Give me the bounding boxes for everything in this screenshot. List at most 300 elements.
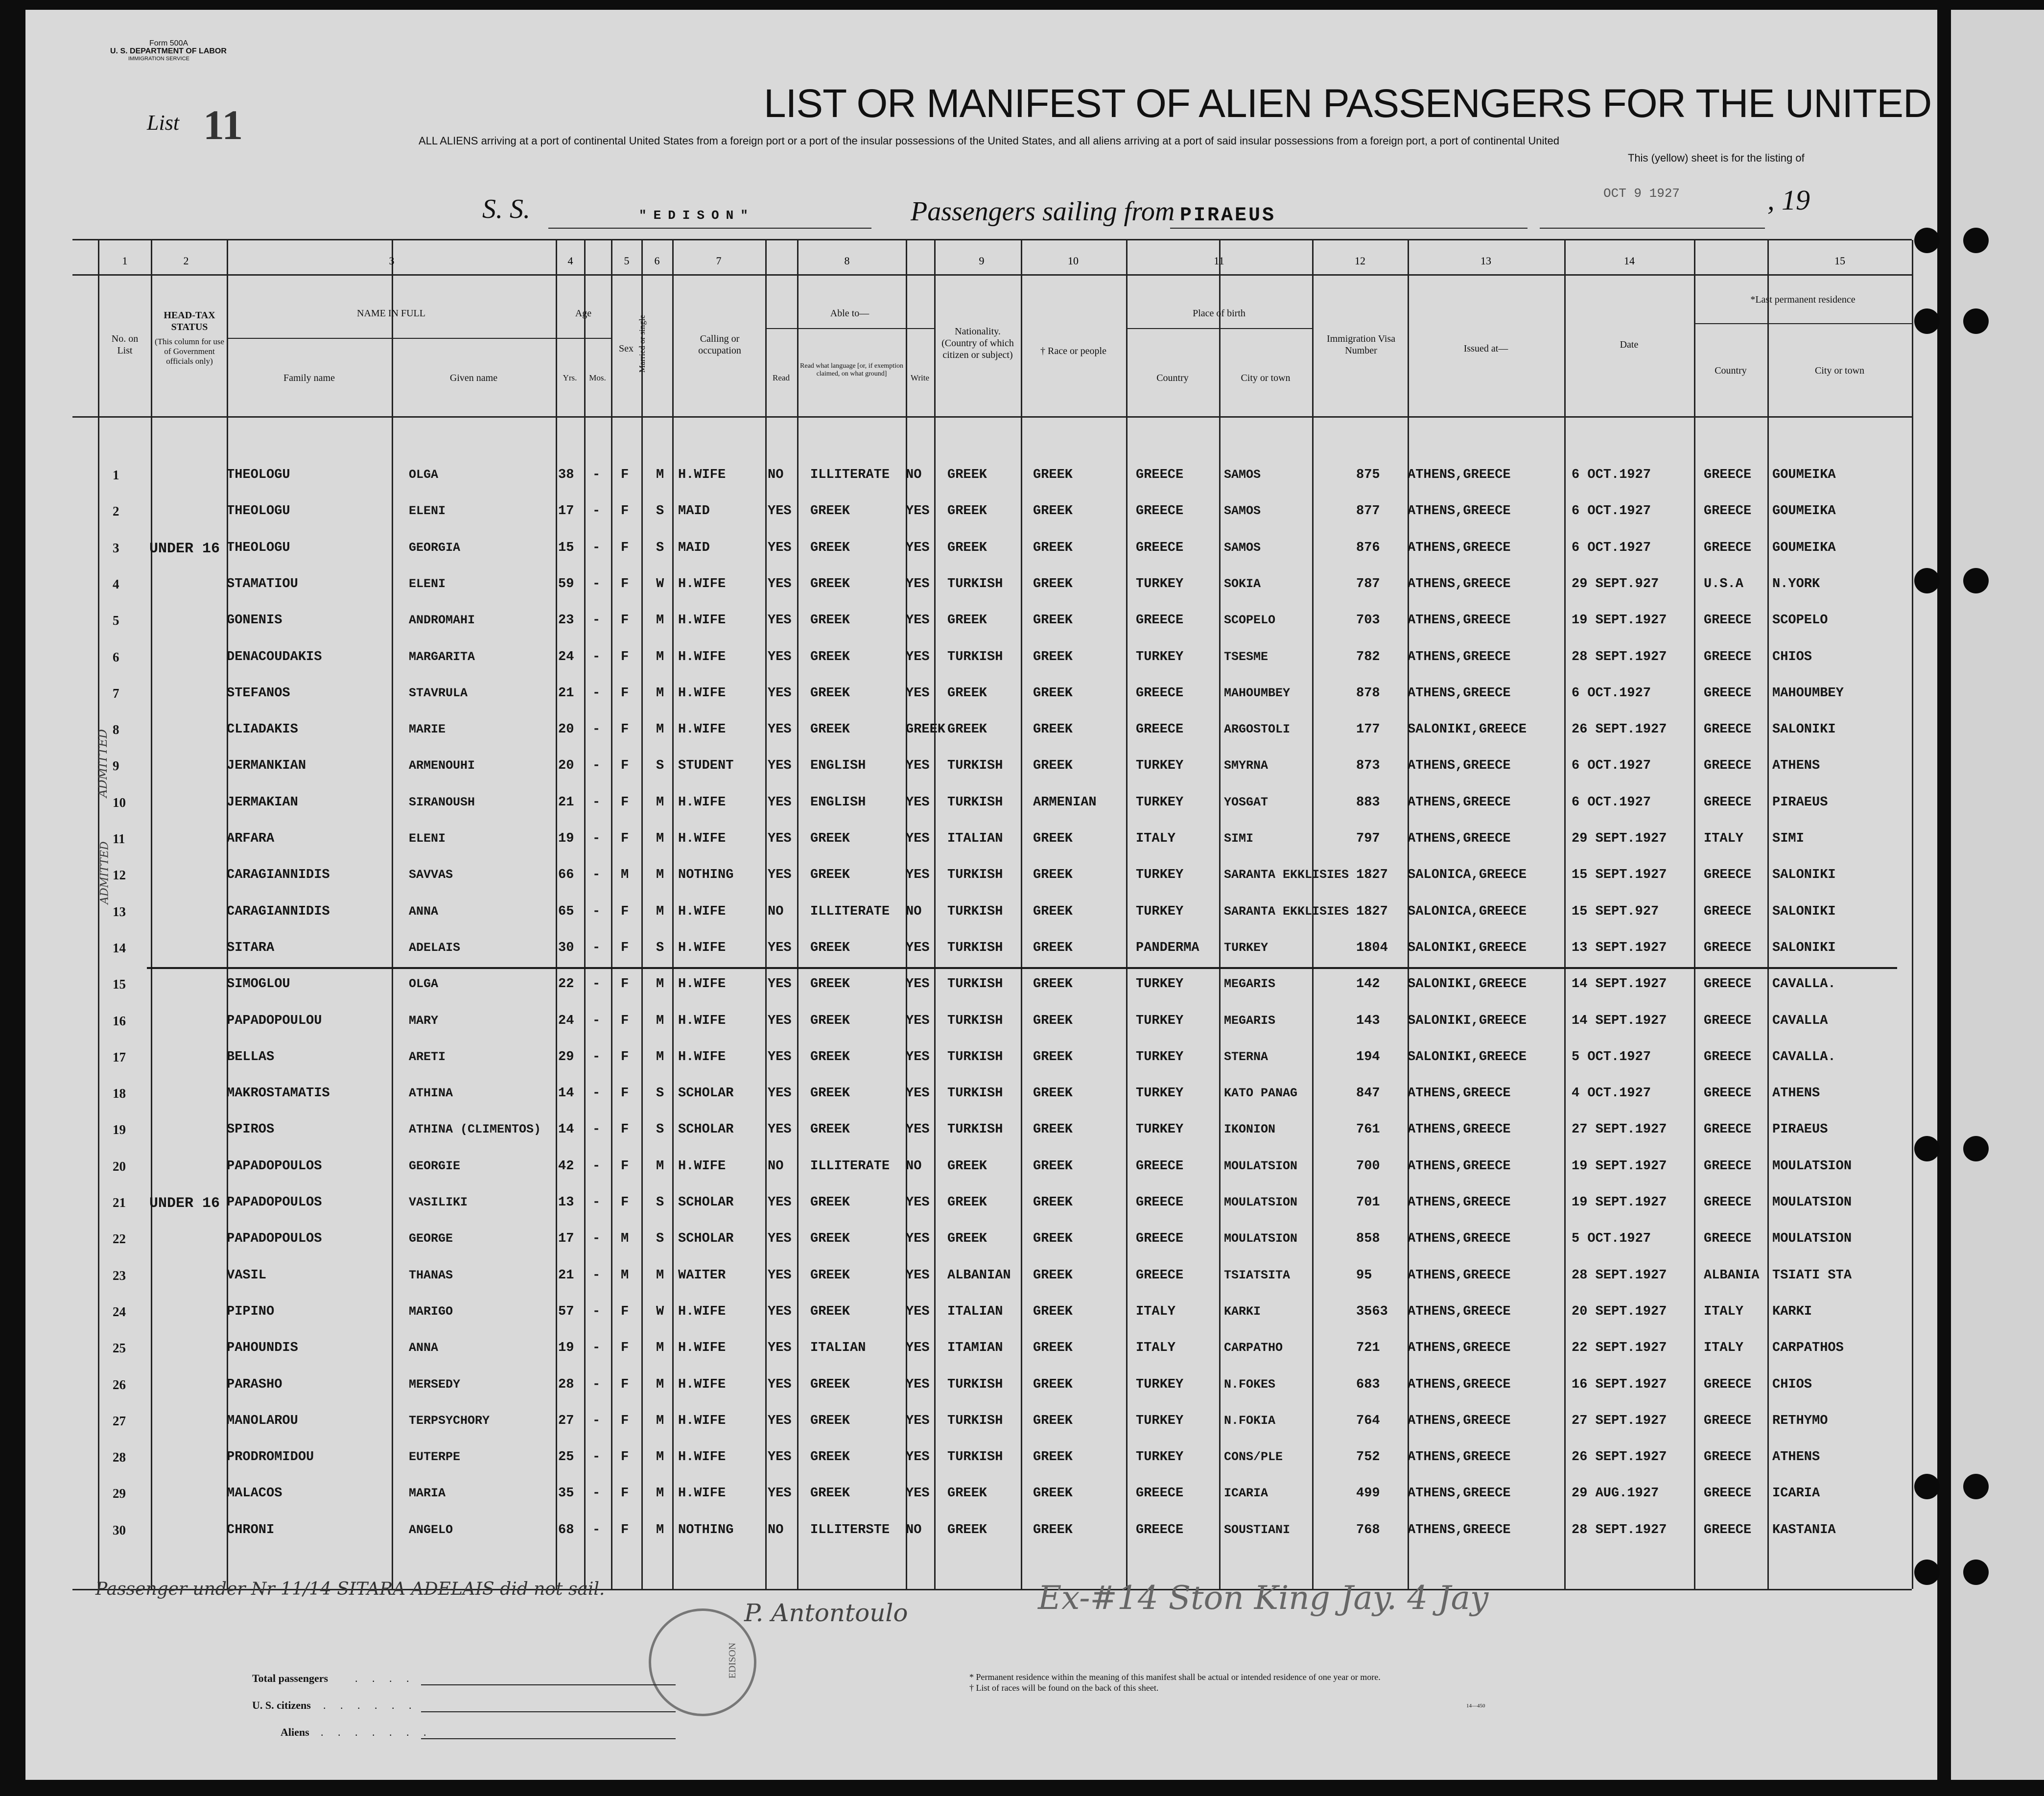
column-number: 6 xyxy=(654,255,660,267)
nationality: TURKISH xyxy=(947,1122,1003,1137)
occupation: H.WIFE xyxy=(678,1158,726,1174)
family-name: MAKROSTAMATIS xyxy=(227,1086,330,1101)
sex: F xyxy=(621,1195,629,1210)
col-rule xyxy=(584,240,586,1589)
read-language: GREEK xyxy=(810,649,850,664)
subheader-rule xyxy=(227,338,556,339)
header-no-on-list: No. on List xyxy=(111,333,139,356)
can-read: YES xyxy=(768,1341,792,1356)
nationality: GREEK xyxy=(947,722,987,737)
can-read: YES xyxy=(768,1486,792,1501)
read-language: GREEK xyxy=(810,1013,850,1028)
can-write: GREEK xyxy=(906,722,946,737)
birth-country: TURKEY xyxy=(1136,795,1184,810)
race: GREEK xyxy=(1033,1013,1073,1028)
age-months-dash: - xyxy=(592,576,601,591)
issue-date: 29 SEPT.927 xyxy=(1572,576,1659,591)
occupation: SCHOLAR xyxy=(678,1122,734,1137)
row-number: 14 xyxy=(113,940,126,955)
given-name: ANGELO xyxy=(409,1522,453,1537)
age-years: 30 xyxy=(558,940,574,955)
visa-number: 878 xyxy=(1356,685,1380,701)
header-birth-city: City or town xyxy=(1241,373,1291,383)
sex: F xyxy=(621,1086,629,1101)
visa-number: 876 xyxy=(1356,540,1380,555)
read-language: GREEK xyxy=(810,1049,850,1064)
visa-number: 194 xyxy=(1356,1049,1380,1064)
nationality: ITALIAN xyxy=(947,1304,1003,1319)
race: GREEK xyxy=(1033,1231,1073,1247)
family-name: SPIROS xyxy=(227,1122,275,1137)
us-citizens-label: U. S. citizens xyxy=(252,1699,311,1711)
birth-country: GREECE xyxy=(1136,540,1184,555)
binder-hole xyxy=(1914,308,1940,334)
age-months-dash: - xyxy=(592,1268,601,1283)
header-age: Age xyxy=(575,308,592,319)
marital-status: M xyxy=(656,613,664,628)
can-write: YES xyxy=(906,1486,930,1501)
row-number: 28 xyxy=(113,1450,126,1465)
residence-country: GREECE xyxy=(1704,1486,1752,1501)
visa-number: 858 xyxy=(1356,1231,1380,1247)
sex: F xyxy=(621,1413,629,1428)
birth-city: SARANTA EKKLISIES xyxy=(1224,904,1349,919)
occupation: H.WIFE xyxy=(678,649,726,664)
given-name: ATHINA (CLIMENTOS) xyxy=(409,1122,541,1137)
residence-city: MAHOUMBEY xyxy=(1772,685,1844,701)
age-years: 15 xyxy=(558,540,574,555)
race: GREEK xyxy=(1033,1195,1073,1210)
age-years: 28 xyxy=(558,1377,574,1392)
age-months-dash: - xyxy=(592,1086,601,1101)
row-number: 2 xyxy=(113,504,119,519)
occupation: H.WIFE xyxy=(678,1341,726,1356)
admitted-stamp: ADMITTED xyxy=(95,729,110,798)
read-language: GREEK xyxy=(810,1450,850,1465)
family-name: CHRONI xyxy=(227,1522,275,1537)
visa-number: 177 xyxy=(1356,722,1380,737)
residence-country: GREECE xyxy=(1704,1522,1752,1537)
race: ARMENIAN xyxy=(1033,795,1097,810)
read-language: GREEK xyxy=(810,831,850,846)
issued-at: ATHENS,GREECE xyxy=(1408,1268,1511,1283)
race: GREEK xyxy=(1033,576,1073,591)
family-name: MALACOS xyxy=(227,1486,282,1501)
issue-date: 27 SEPT.1927 xyxy=(1572,1122,1667,1137)
residence-city: SALONIKI xyxy=(1772,722,1836,737)
service-label: IMMIGRATION SERVICE xyxy=(128,56,189,62)
read-language: GREEK xyxy=(810,722,850,737)
nationality: ITALIAN xyxy=(947,831,1003,846)
issued-at: ATHENS,GREECE xyxy=(1408,1158,1511,1174)
age-years: 21 xyxy=(558,795,574,810)
marital-status: M xyxy=(656,722,664,737)
age-years: 59 xyxy=(558,576,574,591)
can-read: YES xyxy=(768,977,792,992)
issued-at: SALONICA,GREECE xyxy=(1408,868,1527,883)
residence-country: GREECE xyxy=(1704,1377,1752,1392)
aliens-dots: . . . . . . . xyxy=(321,1726,432,1738)
occupation: NOTHING xyxy=(678,868,734,883)
occupation: H.WIFE xyxy=(678,468,726,482)
age-years: 17 xyxy=(558,504,574,519)
family-name: SIMOGLOU xyxy=(227,977,290,992)
can-read: YES xyxy=(768,1413,792,1428)
read-language: ENGLISH xyxy=(810,795,866,810)
residence-country: GREECE xyxy=(1704,1158,1752,1174)
birth-country: GREECE xyxy=(1136,685,1184,701)
age-years: 19 xyxy=(558,1341,574,1356)
age-months-dash: - xyxy=(592,540,601,555)
nationality: TURKISH xyxy=(947,576,1003,591)
sex: F xyxy=(621,1486,629,1501)
admitted-stamp: ADMITTED xyxy=(98,841,111,904)
birth-city: TSIATSITA xyxy=(1224,1268,1291,1282)
sex: F xyxy=(621,576,629,591)
row-number: 3 xyxy=(113,540,119,555)
marital-status: M xyxy=(656,1268,664,1283)
nationality: GREEK xyxy=(947,1231,987,1247)
issued-at: SALONICA,GREECE xyxy=(1408,904,1527,919)
read-language: GREEK xyxy=(810,977,850,992)
residence-city: N.YORK xyxy=(1772,576,1820,591)
age-months-dash: - xyxy=(592,613,601,628)
occupation: SCHOLAR xyxy=(678,1195,734,1210)
race: GREEK xyxy=(1033,649,1073,664)
can-read: NO xyxy=(768,468,784,482)
occupation: H.WIFE xyxy=(678,904,726,919)
row-14-strike xyxy=(147,967,1897,969)
residence-city: ATHENS xyxy=(1772,1450,1820,1465)
can-read: YES xyxy=(768,1377,792,1392)
read-language: GREEK xyxy=(810,576,850,591)
given-name: ANDROMAHI xyxy=(409,613,475,628)
read-language: GREEK xyxy=(810,1413,850,1428)
can-read: YES xyxy=(768,613,792,628)
column-number: 13 xyxy=(1480,255,1491,267)
family-name: VASIL xyxy=(227,1268,267,1283)
issued-at: ATHENS,GREECE xyxy=(1408,831,1511,846)
visa-number: 1827 xyxy=(1356,868,1388,883)
birth-country: GREECE xyxy=(1136,468,1184,482)
age-months-dash: - xyxy=(592,722,601,737)
date-underline xyxy=(1540,228,1765,229)
race: GREEK xyxy=(1033,1341,1073,1356)
issue-date: 14 SEPT.1927 xyxy=(1572,977,1667,992)
sex: F xyxy=(621,1377,629,1392)
birth-country: ITALY xyxy=(1136,1341,1176,1356)
port-underline xyxy=(1170,228,1527,229)
issued-at: ATHENS,GREECE xyxy=(1408,468,1511,482)
residence-city: CHIOS xyxy=(1772,649,1812,664)
age-years: 21 xyxy=(558,685,574,701)
can-read: YES xyxy=(768,831,792,846)
occupation: H.WIFE xyxy=(678,1013,726,1028)
read-language: GREEK xyxy=(810,868,850,883)
issued-at: ATHENS,GREECE xyxy=(1408,1195,1511,1210)
given-name: ARMENOUHI xyxy=(409,758,475,773)
can-write: YES xyxy=(906,1377,930,1392)
residence-country: GREECE xyxy=(1704,722,1752,737)
issue-date: 13 SEPT.1927 xyxy=(1572,940,1667,955)
nationality: TURKISH xyxy=(947,1413,1003,1428)
can-read: YES xyxy=(768,1450,792,1465)
row-number: 15 xyxy=(113,977,126,992)
age-months-dash: - xyxy=(592,1195,601,1210)
age-months-dash: - xyxy=(592,1231,601,1247)
residence-country: GREECE xyxy=(1704,1413,1752,1428)
column-number: 12 xyxy=(1355,255,1365,267)
residence-country: GREECE xyxy=(1704,1231,1752,1247)
age-months-dash: - xyxy=(592,1341,601,1356)
marital-status: S xyxy=(656,1195,664,1210)
given-name: ARETI xyxy=(409,1049,446,1064)
nationality: GREEK xyxy=(947,468,987,482)
residence-city: CAVALLA. xyxy=(1772,977,1836,992)
age-years: 66 xyxy=(558,868,574,883)
race: GREEK xyxy=(1033,977,1073,992)
residence-country: GREECE xyxy=(1704,868,1752,883)
sex: M xyxy=(621,1231,629,1247)
birth-country: TURKEY xyxy=(1136,1377,1184,1392)
row-number: 27 xyxy=(113,1413,126,1428)
nationality: TURKISH xyxy=(947,795,1003,810)
age-months-dash: - xyxy=(592,868,601,883)
residence-country: GREECE xyxy=(1704,1122,1752,1137)
sex: F xyxy=(621,1049,629,1064)
birth-city: SARANTA EKKLISIES xyxy=(1224,868,1349,882)
age-months-dash: - xyxy=(592,1413,601,1428)
can-write: YES xyxy=(906,758,930,774)
marital-status: M xyxy=(656,649,664,664)
issued-at: ATHENS,GREECE xyxy=(1408,504,1511,519)
nationality: GREEK xyxy=(947,685,987,701)
given-name: SAVVAS xyxy=(409,868,453,882)
birth-city: CONS/PLE xyxy=(1224,1450,1283,1465)
nationality: TURKISH xyxy=(947,649,1003,664)
port-name: PIRAEUS xyxy=(1180,205,1276,227)
column-number: 9 xyxy=(979,255,985,267)
read-language: GREEK xyxy=(810,1195,850,1210)
binder-hole xyxy=(1963,308,1989,334)
age-months-dash: - xyxy=(592,1158,601,1174)
header-mos: Mos. xyxy=(589,373,606,382)
subheader-rule xyxy=(556,338,611,339)
marital-status: M xyxy=(656,1522,664,1537)
us-citizens-dots: . . . . . . xyxy=(323,1699,418,1711)
age-months-dash: - xyxy=(592,1013,601,1028)
header-nationality: Nationality. (Country of which citizen or subject) xyxy=(941,326,1014,360)
header-visa: Immigration Visa Number xyxy=(1326,333,1396,356)
family-name: CLIADAKIS xyxy=(227,722,298,737)
sex: F xyxy=(621,1522,629,1537)
can-read: YES xyxy=(768,504,792,519)
can-read: YES xyxy=(768,1231,792,1247)
header-head-tax-note: (This column for use of Government officials only) xyxy=(154,337,225,366)
marital-status: M xyxy=(656,1486,664,1501)
visa-number: 499 xyxy=(1356,1486,1380,1501)
issued-at: ATHENS,GREECE xyxy=(1408,1413,1511,1428)
column-number: 2 xyxy=(183,255,189,267)
given-name: TERPSYCHORY xyxy=(409,1413,490,1428)
race: GREEK xyxy=(1033,758,1073,774)
occupation: H.WIFE xyxy=(678,977,726,992)
marital-status: S xyxy=(656,504,664,519)
nationality: TURKISH xyxy=(947,977,1003,992)
column-number: 1 xyxy=(122,255,128,267)
nationality: GREEK xyxy=(947,1486,987,1501)
residence-city: SIMI xyxy=(1772,831,1804,846)
nationality: GREEK xyxy=(947,1158,987,1174)
marital-status: S xyxy=(656,758,664,774)
age-years: 14 xyxy=(558,1086,574,1101)
age-months-dash: - xyxy=(592,504,601,519)
nationality: ITAMIAN xyxy=(947,1341,1003,1356)
residence-city: ATHENS xyxy=(1772,1086,1820,1101)
occupation: H.WIFE xyxy=(678,1413,726,1428)
race: GREEK xyxy=(1033,468,1073,482)
nationality: TURKISH xyxy=(947,1377,1003,1392)
given-name: VASILIKI xyxy=(409,1195,468,1209)
total-passengers-label: Total passengers xyxy=(252,1672,329,1684)
given-name: MERSEDY xyxy=(409,1377,461,1392)
family-name: JERMANKIAN xyxy=(227,758,306,774)
birth-city: MEGARIS xyxy=(1224,1013,1276,1028)
sailing-label: Passengers sailing from xyxy=(911,196,1175,227)
given-name: GEORGE xyxy=(409,1231,453,1246)
birth-country: GREECE xyxy=(1136,722,1184,737)
age-months-dash: - xyxy=(592,1304,601,1319)
column-number: 10 xyxy=(1068,255,1079,267)
row-number: 11 xyxy=(113,831,125,846)
header-read-language: Read what language [or, if exemption claimed, on what ground] xyxy=(800,362,903,378)
row-number: 17 xyxy=(113,1049,126,1064)
can-read: YES xyxy=(768,540,792,555)
issued-at: ATHENS,GREECE xyxy=(1408,1341,1511,1356)
birth-city: SCOPELO xyxy=(1224,613,1276,628)
visa-number: 782 xyxy=(1356,649,1380,664)
read-language: ITALIAN xyxy=(810,1341,866,1356)
visa-number: 787 xyxy=(1356,576,1380,591)
age-months-dash: - xyxy=(592,1377,601,1392)
residence-country: GREECE xyxy=(1704,540,1752,555)
sex: M xyxy=(621,868,629,883)
issued-at: SALONIKI,GREECE xyxy=(1408,722,1527,737)
header-name-in-full: NAME IN FULL xyxy=(357,308,425,319)
issued-at: ATHENS,GREECE xyxy=(1408,1086,1511,1101)
age-months-dash: - xyxy=(592,904,601,919)
birth-city: TURKEY xyxy=(1224,940,1269,955)
row-number: 10 xyxy=(113,795,126,810)
birth-city: N.FOKES xyxy=(1224,1377,1276,1392)
birth-city: YOSGAT xyxy=(1224,795,1269,809)
age-months-dash: - xyxy=(592,685,601,701)
can-write: YES xyxy=(906,1122,930,1137)
age-months-dash: - xyxy=(592,1450,601,1465)
header-given-name: Given name xyxy=(449,373,498,383)
birth-city: SMYRNA xyxy=(1224,758,1269,773)
race: GREEK xyxy=(1033,831,1073,846)
can-write: YES xyxy=(906,1304,930,1319)
birth-city: SOUSTIANI xyxy=(1224,1522,1291,1537)
nationality: GREEK xyxy=(947,540,987,555)
marital-status: W xyxy=(656,576,664,591)
can-read: YES xyxy=(768,940,792,955)
col-rule xyxy=(98,240,99,1589)
family-name: STEFANOS xyxy=(227,685,290,701)
residence-country: GREECE xyxy=(1704,1195,1752,1210)
birth-city: SAMOS xyxy=(1224,468,1261,482)
given-name: STAVRULA xyxy=(409,685,468,700)
can-write: YES xyxy=(906,685,930,701)
race: GREEK xyxy=(1033,1486,1073,1501)
issue-date: 6 OCT.1927 xyxy=(1572,540,1651,555)
marital-status: M xyxy=(656,977,664,992)
issued-at: SALONIKI,GREECE xyxy=(1408,1049,1527,1064)
ex-note: Ex-#14 Ston King Jay. 4 Jay xyxy=(1038,1579,1489,1617)
subheader-rule xyxy=(765,328,934,329)
can-read: YES xyxy=(768,1304,792,1319)
birth-city: N.FOKIA xyxy=(1224,1413,1276,1428)
sex: M xyxy=(621,1268,629,1283)
birth-city: SOKIA xyxy=(1224,576,1261,591)
row-number: 25 xyxy=(113,1341,126,1356)
birth-city: IKONION xyxy=(1224,1122,1276,1137)
birth-city: KATO PANAG xyxy=(1224,1086,1298,1101)
header-sex: Sex xyxy=(619,343,634,354)
age-months-dash: - xyxy=(592,795,601,810)
column-number: 4 xyxy=(567,255,573,267)
occupation: H.WIFE xyxy=(678,576,726,591)
given-name: MARIGO xyxy=(409,1304,453,1319)
issued-at: ATHENS,GREECE xyxy=(1408,758,1511,774)
residence-country: GREECE xyxy=(1704,1450,1752,1465)
issued-at: ATHENS,GREECE xyxy=(1408,540,1511,555)
family-name: ARFARA xyxy=(227,831,275,846)
race: GREEK xyxy=(1033,722,1073,737)
read-language: GREEK xyxy=(810,1231,850,1247)
issued-at: ATHENS,GREECE xyxy=(1408,576,1511,591)
sex: F xyxy=(621,504,629,519)
age-years: 24 xyxy=(558,649,574,664)
residence-city: PIRAEUS xyxy=(1772,795,1828,810)
stamp-text: EDISON xyxy=(727,1642,738,1679)
age-years: 21 xyxy=(558,1268,574,1283)
col-rule xyxy=(1694,240,1695,1589)
row-number: 29 xyxy=(113,1486,126,1501)
sex: F xyxy=(621,977,629,992)
read-language: GREEK xyxy=(810,613,850,628)
residence-country: GREECE xyxy=(1704,940,1752,955)
age-years: 27 xyxy=(558,1413,574,1428)
row-number: 8 xyxy=(113,722,119,737)
age-years: 20 xyxy=(558,758,574,774)
occupation: H.WIFE xyxy=(678,722,726,737)
birth-country: TURKEY xyxy=(1136,649,1184,664)
row-number: 19 xyxy=(113,1122,126,1137)
given-name: ANNA xyxy=(409,904,439,919)
birth-city: SIMI xyxy=(1224,831,1254,846)
residence-country: GREECE xyxy=(1704,504,1752,519)
row-number: 9 xyxy=(113,758,119,774)
footnote-races: † List of races will be found on the back of this sheet. xyxy=(969,1683,1159,1693)
issue-date: 6 OCT.1927 xyxy=(1572,758,1651,774)
ship-stamp xyxy=(649,1608,756,1716)
can-read: YES xyxy=(768,795,792,810)
given-name: MARGARITA xyxy=(409,649,475,664)
row-number: 26 xyxy=(113,1377,126,1392)
birth-city: CARPATHO xyxy=(1224,1341,1283,1355)
